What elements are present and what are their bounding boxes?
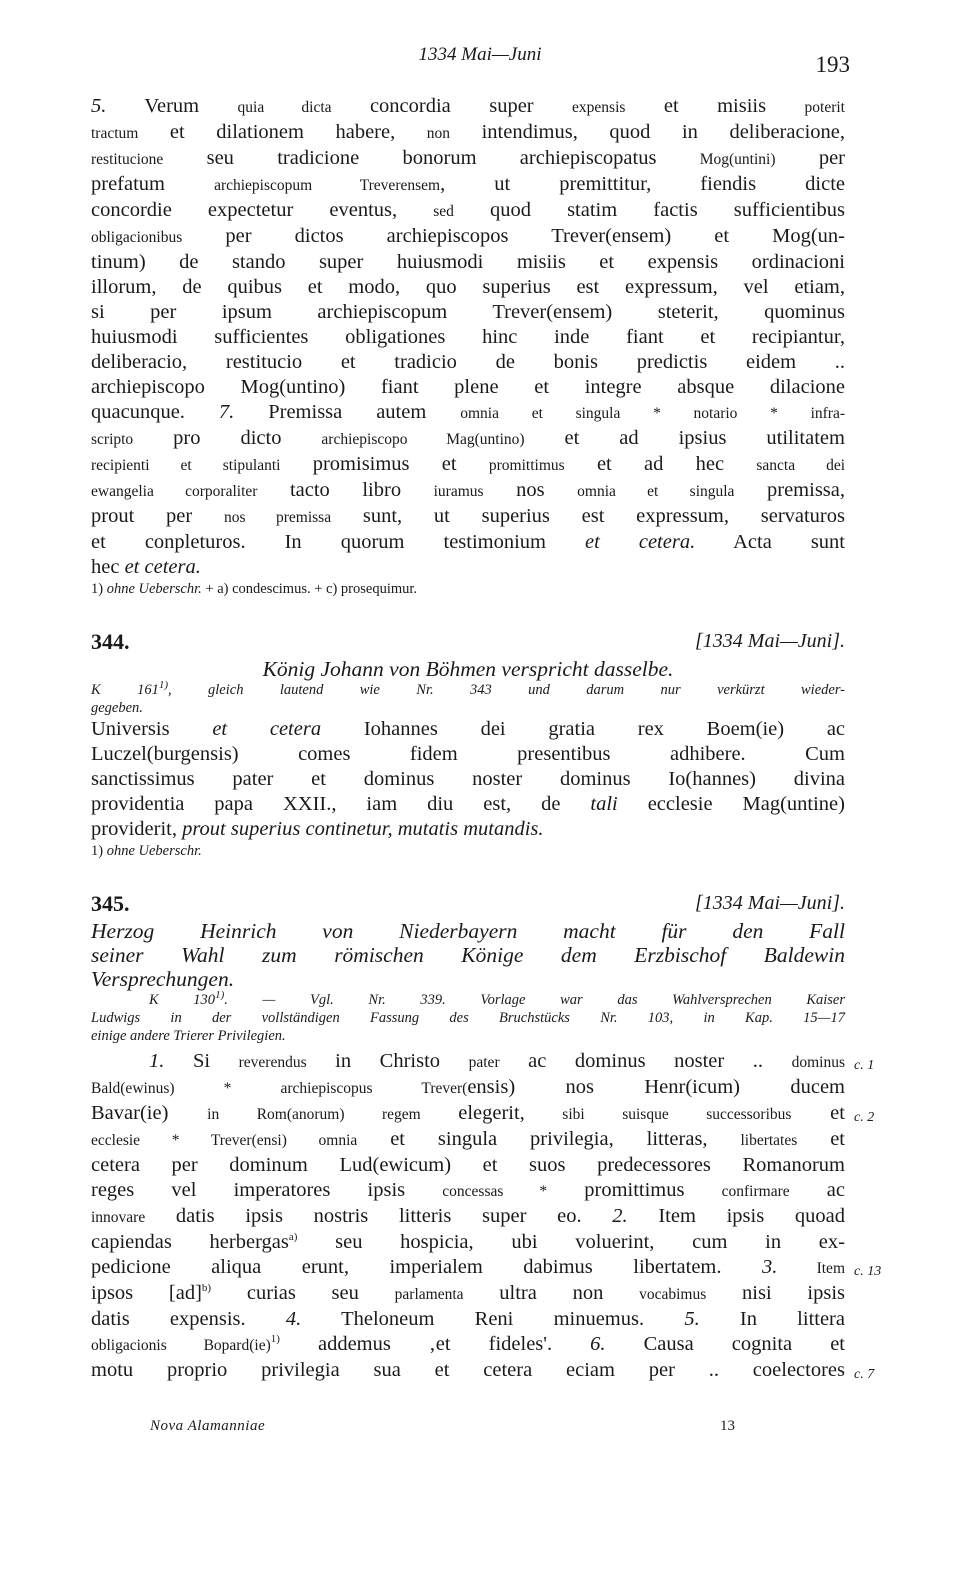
running-title: 1334 Mai—Juni: [418, 44, 542, 65]
text-line: reges vel imperatores ipsis concessas * promittimus confirmare ac: [91, 1179, 845, 1201]
document-344: [91, 629, 845, 861]
text-line: sanctissimus pater et dominus noster dominus Io(hannes) divina: [91, 768, 845, 790]
text-line: pedicione aliqua erunt, imperialem dabimus libertatem. 3. Item c. 13: [91, 1255, 845, 1281]
editorial-note: K 130$^{1)}$. — Vgl. Nr. 339. Vorlage war das Wahlversprechen Kaiser: [149, 989, 845, 1008]
text-line: scripto pro dicto archiepiscopo Mag(untino) et ad ipsius utilitatem: [91, 427, 845, 449]
page-body: [91, 94, 882, 1383]
editorial-note: gegeben.: [91, 700, 143, 716]
regest-line: seiner Wahl zum römischen Könige dem Erzbischof Baldewin: [91, 943, 845, 967]
signature-mark: Nova Alamanniae: [150, 1418, 266, 1434]
document-heading: [91, 629, 845, 657]
text-line: quacunque. 7. Premissa autem omnia et singula * notario * infra-: [91, 401, 846, 423]
text-line: archiepiscopo Mog(untino) fiant plene et integre absque dilacione: [91, 376, 845, 398]
margin-note: c. 1: [854, 1058, 875, 1073]
text-line: cetera per dominum Lud(ewicum) et suos predecessores Romanorum: [91, 1154, 845, 1176]
document-date: [1334 Mai—Juni].: [695, 630, 845, 652]
text-line: restitucione seu tradicione bonorum archiepiscopatus Mog(untini) per: [91, 147, 845, 169]
page-number: 193: [815, 52, 850, 77]
document-date: [1334 Mai—Juni].: [695, 892, 845, 914]
section-continuation: [91, 94, 845, 599]
text-line: datis expensis. 4. Theloneum Reni minuemus. 5. In littera: [91, 1308, 845, 1330]
text-line: 1. Si reverendus in Christo pater ac dominus noster .. dominus c. 1: [91, 1049, 845, 1075]
running-head: [0, 44, 960, 77]
document-number: 345.: [91, 891, 130, 916]
text-line: concordie expectetur eventus, sed quod statim factis sufficientibus: [91, 199, 845, 221]
text-line: Bald(ewinus) * archiepiscopus Trever(ensis) nos Henr(icum) ducem: [91, 1076, 845, 1098]
text-line: motu proprio privilegia sua et cetera eciam per .. coelectores c. 7: [91, 1358, 845, 1383]
footnote: 1) ohne Ueberschr.: [91, 843, 202, 859]
text-line: illorum, de quibus et modo, quo superius est expressum, vel etiam,: [91, 276, 845, 298]
text-line: obligacionis Bopard(ie)$^{1)}$ addemus ‚et fideles'. 6. Causa cognita et: [91, 1333, 846, 1355]
margin-note: c. 13: [854, 1264, 882, 1279]
text-line: providerit, prout superius continetur, mutatis mutandis.: [91, 818, 544, 840]
text-line: prout per nos premissa sunt, ut superius est expressum, servaturos: [91, 505, 845, 527]
margin-note: c. 7: [854, 1367, 875, 1382]
page-footer: [150, 1418, 750, 1442]
text-line: Bavar(ie) in Rom(anorum) regem elegerit, sibi suisque successoribus et c. 2: [91, 1101, 845, 1127]
text-line: tinum) de stando super huiusmodi misiis et expensis ordinacioni: [91, 251, 845, 273]
text-line: prefatum archiepiscopum Treverensem, ut premittitur, fiendis dicte: [91, 173, 845, 195]
text-line: 5. Verum quia dicta concordia super expensis et misiis poterit: [91, 95, 845, 117]
text-line: recipienti et stipulanti promisimus et promittimus et ad hec sancta dei: [91, 453, 846, 475]
regest: König Johann von Böhmen verspricht dasselbe.: [262, 657, 674, 681]
editorial-note: K 161$^{1)}$, gleich lautend wie Nr. 343 und darum nur verkürzt wieder-: [91, 679, 846, 698]
text-line: huiusmodi sufficientes obligationes hinc inde fiant et recipiantur,: [91, 326, 845, 348]
document-number: 344.: [91, 629, 130, 654]
document-heading: [91, 891, 845, 919]
editorial-note: einige andere Trierer Privilegien.: [91, 1028, 286, 1044]
text-line: deliberacio, restitucio et tradicio de bonis predictis eidem ..: [91, 351, 845, 373]
text-line: providentia papa XXII., iam diu est, de tali ecclesie Mag(untine): [91, 793, 845, 815]
text-line: ecclesie * Trever(ensi) omnia et singula privilegia, litteras, libertates et: [91, 1128, 845, 1150]
text-line: innovare datis ipsis nostris litteris super eo. 2. Item ipsis quoad: [91, 1205, 845, 1227]
text-line: tractum et dilationem habere, non intendimus, quod in deliberacione,: [91, 121, 845, 143]
text-line: ewangelia corporaliter tacto libro iuramus nos omnia et singula premissa,: [91, 479, 845, 501]
text-line: obligacionibus per dictos archiepiscopos Trever(ensem) et Mog(un-: [91, 225, 845, 247]
sheet-number: 13: [720, 1418, 735, 1434]
text-line: Luczel(burgensis) comes fidem presentibus adhibere. Cum: [91, 743, 845, 765]
text-line: capiendas herbergas$^{a)}$ seu hospicia, ubi voluerint, cum in ex-: [91, 1231, 845, 1253]
text-line: Universis et cetera Iohannes dei gratia rex Boem(ie) ac: [91, 718, 846, 740]
regest-line: Versprechungen.: [91, 967, 235, 991]
text-line: ipsos [ad]$^{b)}$ curias seu parlamenta ultra non vocabimus nisi ipsis: [91, 1282, 845, 1304]
document-345: [91, 891, 882, 1383]
editorial-note: Ludwigs in der vollständigen Fassung des Bruchstücks Nr. 103, in Kap. 15—17: [91, 1010, 845, 1026]
regest-line: Herzog Heinrich von Niederbayern macht für den Fall: [91, 919, 845, 943]
text-line: hec et cetera.: [91, 556, 201, 578]
text-line: si per ipsum archiepiscopum Trever(ensem) steterit, quominus: [91, 301, 845, 323]
text-line: et conpleturos. In quorum testimonium et cetera. Acta sunt: [91, 531, 845, 553]
footnote: 1) ohne Ueberschr. + a) condescimus. + c) prosequimur.: [91, 581, 418, 597]
margin-note: c. 2: [854, 1110, 875, 1125]
